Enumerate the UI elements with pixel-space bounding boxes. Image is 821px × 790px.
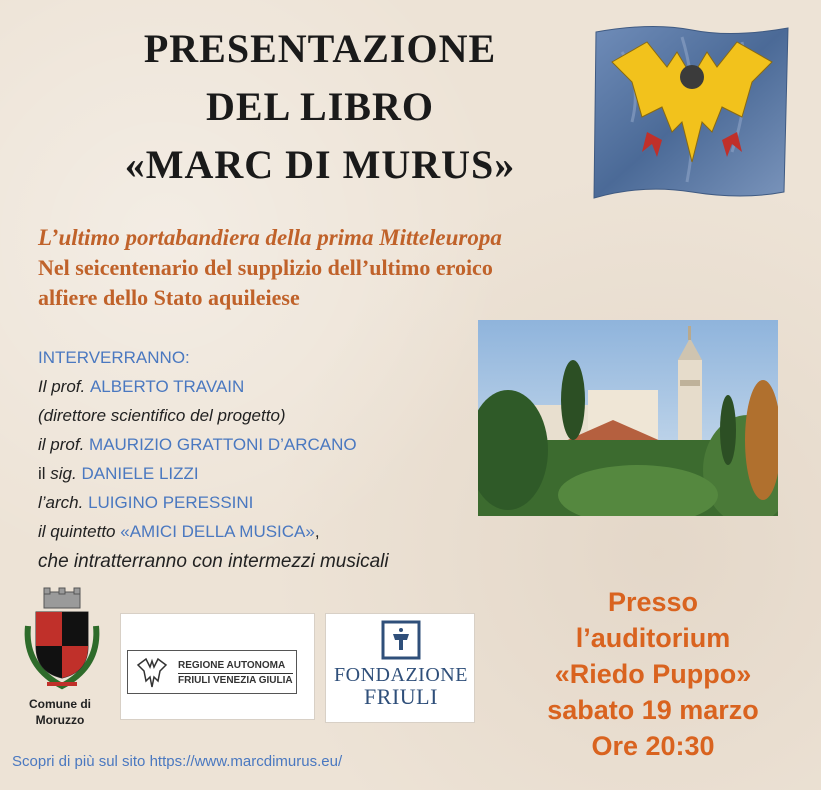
friuli-eagle-flag-icon (592, 22, 792, 202)
title-line-1: PRESENTAZIONE (143, 26, 497, 71)
fondazione-logo (325, 613, 475, 723)
speaker-row: il sig. DANIELE LIZZI (38, 464, 199, 483)
fondazione-name: FONDAZIONE FRIULI (334, 664, 468, 709)
website-link[interactable]: Scopri di più sul sito https://www.marcdimurus.eu/ (12, 753, 343, 770)
eagle-logo-icon (134, 655, 170, 691)
title-line-3: «MARC DI MURUS» (124, 142, 516, 187)
speaker-row: Il prof. ALBERTO TRAVAIN (38, 377, 245, 396)
speakers-list (38, 343, 518, 578)
venue-line-3: «Riedo Puppo» (554, 659, 752, 689)
speaker-row: il prof. MAURIZIO GRATTONI D’ARCANO (38, 435, 357, 454)
regione-text: REGIONE AUTONOMA FRIULI VENEZIA GIULIA (178, 660, 293, 686)
title-line-2: DEL LIBRO (206, 84, 434, 129)
fondazione-emblem-icon (381, 620, 421, 660)
subtitle-line-3: alfiere dello Stato aquileiese (38, 285, 300, 310)
moruzzo-crest-icon (22, 586, 102, 692)
regione-logo (120, 613, 315, 720)
venue-block (508, 584, 798, 764)
venue-time: Ore 20:30 (591, 731, 715, 761)
speakers-heading: INTERVERRANNO: (38, 348, 190, 367)
speakers-closing: che intratterranno con intermezzi musicali (38, 551, 389, 572)
comune-label: Comune di Moruzzo (29, 697, 91, 727)
speaker-row: l’arch. LUIGINO PERESSINI (38, 493, 254, 512)
subtitle-block (38, 223, 778, 313)
venue-line-2: l’auditorium (575, 623, 731, 653)
tagline: L’ultimo portabandiera della prima Mitteleuropa (38, 225, 502, 250)
regione-logo-frame (127, 650, 297, 694)
venue-line-1: Presso (607, 587, 699, 617)
castle-photo (478, 320, 778, 516)
speaker-note: (direttore scientifico del progetto) (38, 406, 286, 425)
subtitle-line-2: Nel seicentenario del supplizio dell’ultimo eroico (38, 255, 493, 280)
speaker-row: il quintetto «AMICI DELLA MUSICA», (38, 522, 320, 541)
venue-date: sabato 19 marzo (547, 695, 759, 725)
event-title (60, 20, 580, 194)
